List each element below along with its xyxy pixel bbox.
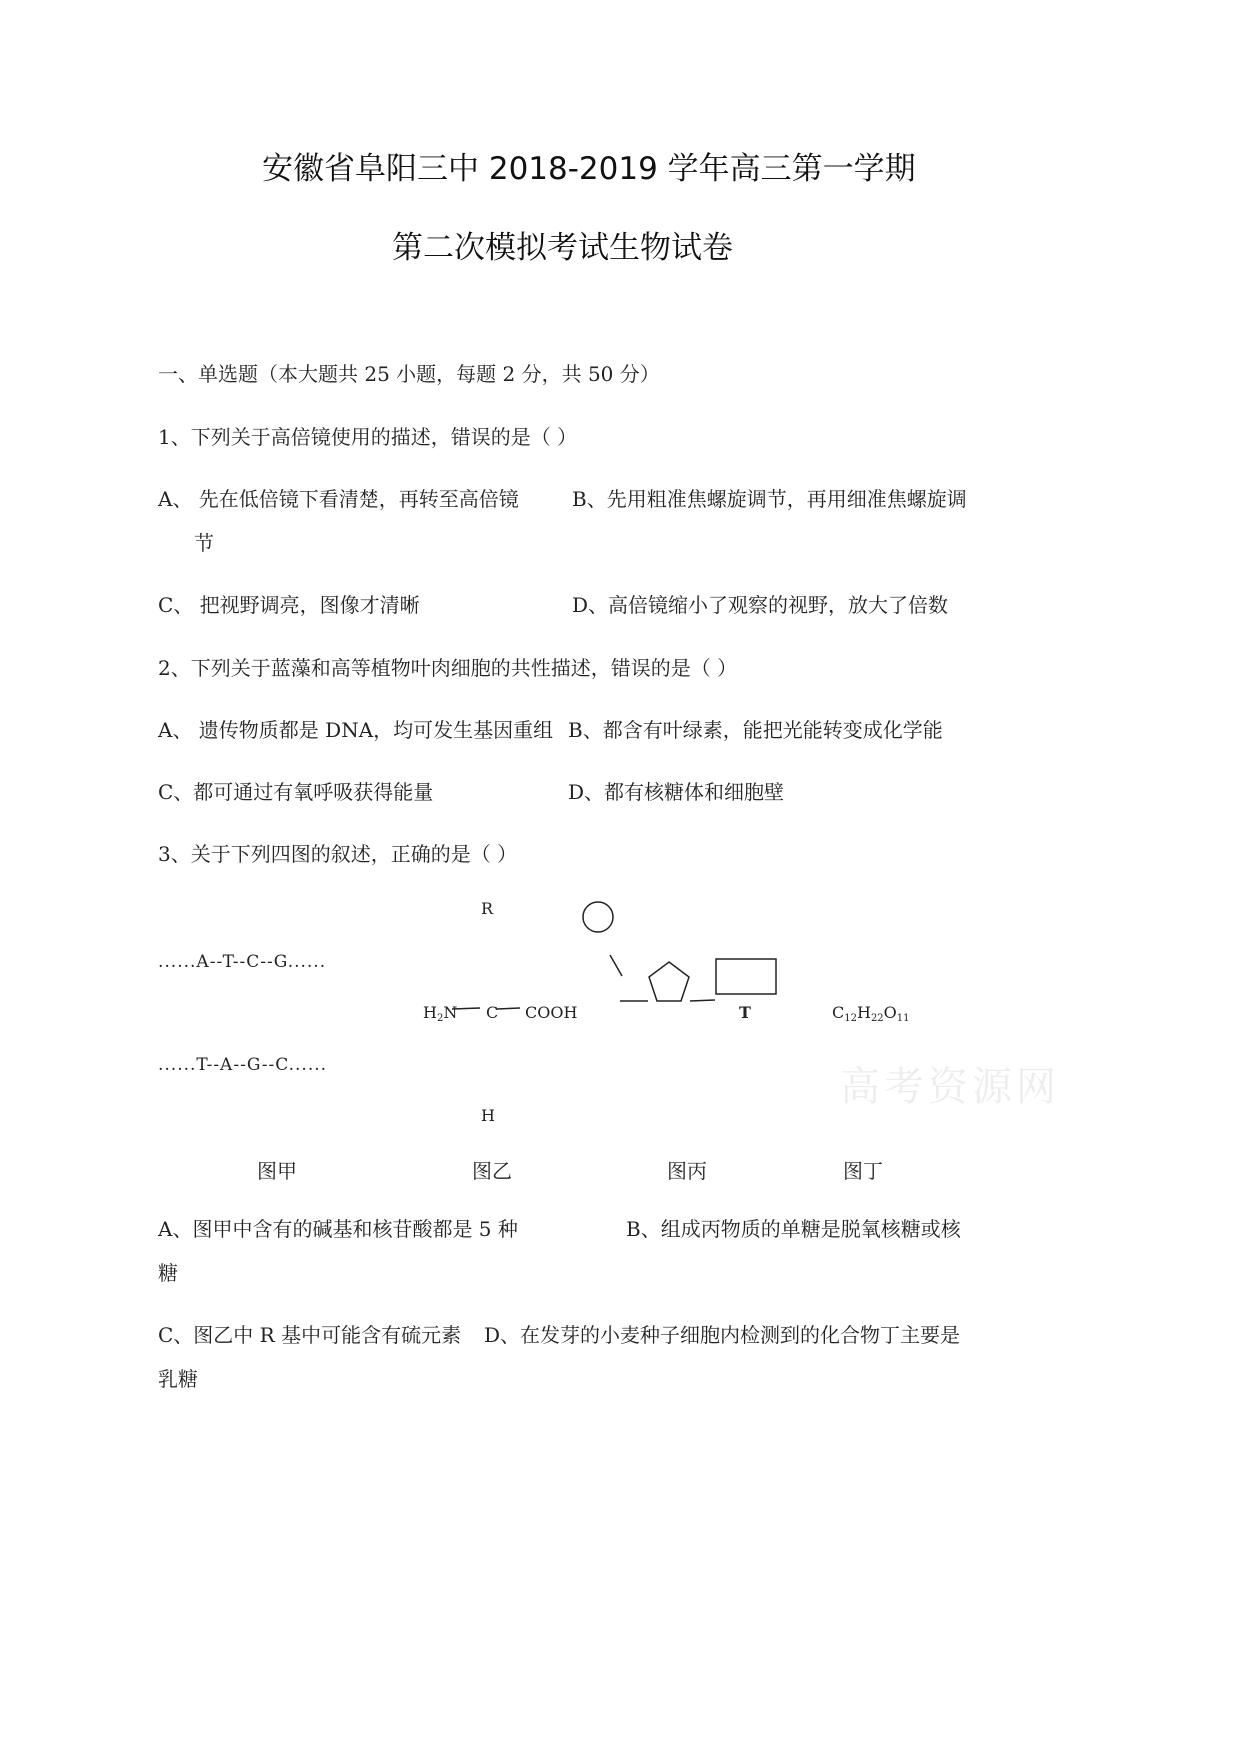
question-2-option-a: A、 遗传物质都是 DNA，均可发生基因重组 (158, 718, 554, 742)
caption-figure-yi: 图乙 (472, 1159, 512, 1183)
question-1-option-a-continued: 节 (194, 531, 214, 555)
figure-drawing-lines (400, 890, 900, 1030)
figure-jia-strand-bottom: ......T--A--G--C...... (158, 1055, 328, 1075)
question-3-stem: 3、关于下列四图的叙述，正确的是（ ） (158, 842, 518, 866)
figure-bing-phosphate-bond (610, 955, 622, 976)
question-3-option-b-continued: 糖 (158, 1261, 178, 1285)
question-2-stem: 2、下列关于蓝藻和高等植物叶肉细胞的共性描述，错误的是（ ） (158, 656, 738, 680)
question-3-option-c: C、图乙中 R 基中可能含有硫元素 (158, 1323, 462, 1347)
watermark: 高考资源网 (840, 1064, 1060, 1110)
figure-yi-amino-group: $H_2N$ (423, 1003, 458, 1024)
question-2-option-b: B、都含有叶绿素，能把光能转变成化学能 (568, 718, 943, 742)
question-2-option-d: D、都有核糖体和细胞壁 (568, 780, 785, 804)
figure-yi-carboxyl-group: COOH (525, 1003, 578, 1022)
caption-figure-ding: 图丁 (843, 1159, 883, 1183)
caption-figure-jia: 图甲 (257, 1159, 297, 1183)
figure-bing-phosphate-circle (583, 902, 613, 932)
question-3-option-d: D、在发芽的小麦种子细胞内检测到的化合物丁主要是 (484, 1323, 961, 1347)
title-line-1: 安徽省阜阳三中 2018-2019 学年高三第一学期 (262, 151, 916, 187)
figure-yi-bond-right (497, 1008, 520, 1009)
figure-yi-r-group: R (481, 899, 494, 918)
figure-ding-formula: $C_{12}H_{22}O_{11}$ (832, 1003, 910, 1024)
question-1-option-b: B、先用粗准焦螺旋调节，再用细准焦螺旋调 (572, 487, 967, 511)
question-3-option-a: A、图甲中含有的碱基和核苷酸都是 5 种 (158, 1217, 518, 1241)
question-1-option-a: A、 先在低倍镜下看清楚，再转至高倍镜 (158, 487, 519, 511)
figure-bing-base-label: T (739, 1003, 751, 1022)
question-1-option-d: D、高倍镜缩小了观察的视野，放大了倍数 (572, 593, 949, 617)
figure-yi-bond-left (452, 1008, 480, 1009)
figure-bing-base-box (716, 959, 776, 994)
question-2-option-c: C、都可通过有氧呼吸获得能量 (158, 780, 434, 804)
figure-jia-strand-top: ......A--T--C--G...... (158, 952, 327, 972)
question-1-stem: 1、下列关于高倍镜使用的描述，错误的是（ ） (158, 425, 578, 449)
question-3-option-b: B、组成丙物质的单糖是脱氧核糖或核 (626, 1217, 961, 1241)
title-line-2: 第二次模拟考试生物试卷 (392, 230, 733, 266)
figure-bing-sugar-bond-right (690, 1000, 715, 1001)
question-1-option-c: C、 把视野调亮，图像才清晰 (158, 593, 420, 617)
figure-bing-pentose (649, 962, 689, 1001)
figure-yi-central-carbon: C (486, 1003, 499, 1022)
caption-figure-bing: 图丙 (667, 1159, 707, 1183)
section-heading: 一、单选题（本大题共 25 小题，每题 2 分，共 50 分） (158, 362, 660, 386)
figure-yi-hydrogen: H (481, 1106, 495, 1125)
question-3-option-d-continued: 乳糖 (158, 1367, 198, 1391)
